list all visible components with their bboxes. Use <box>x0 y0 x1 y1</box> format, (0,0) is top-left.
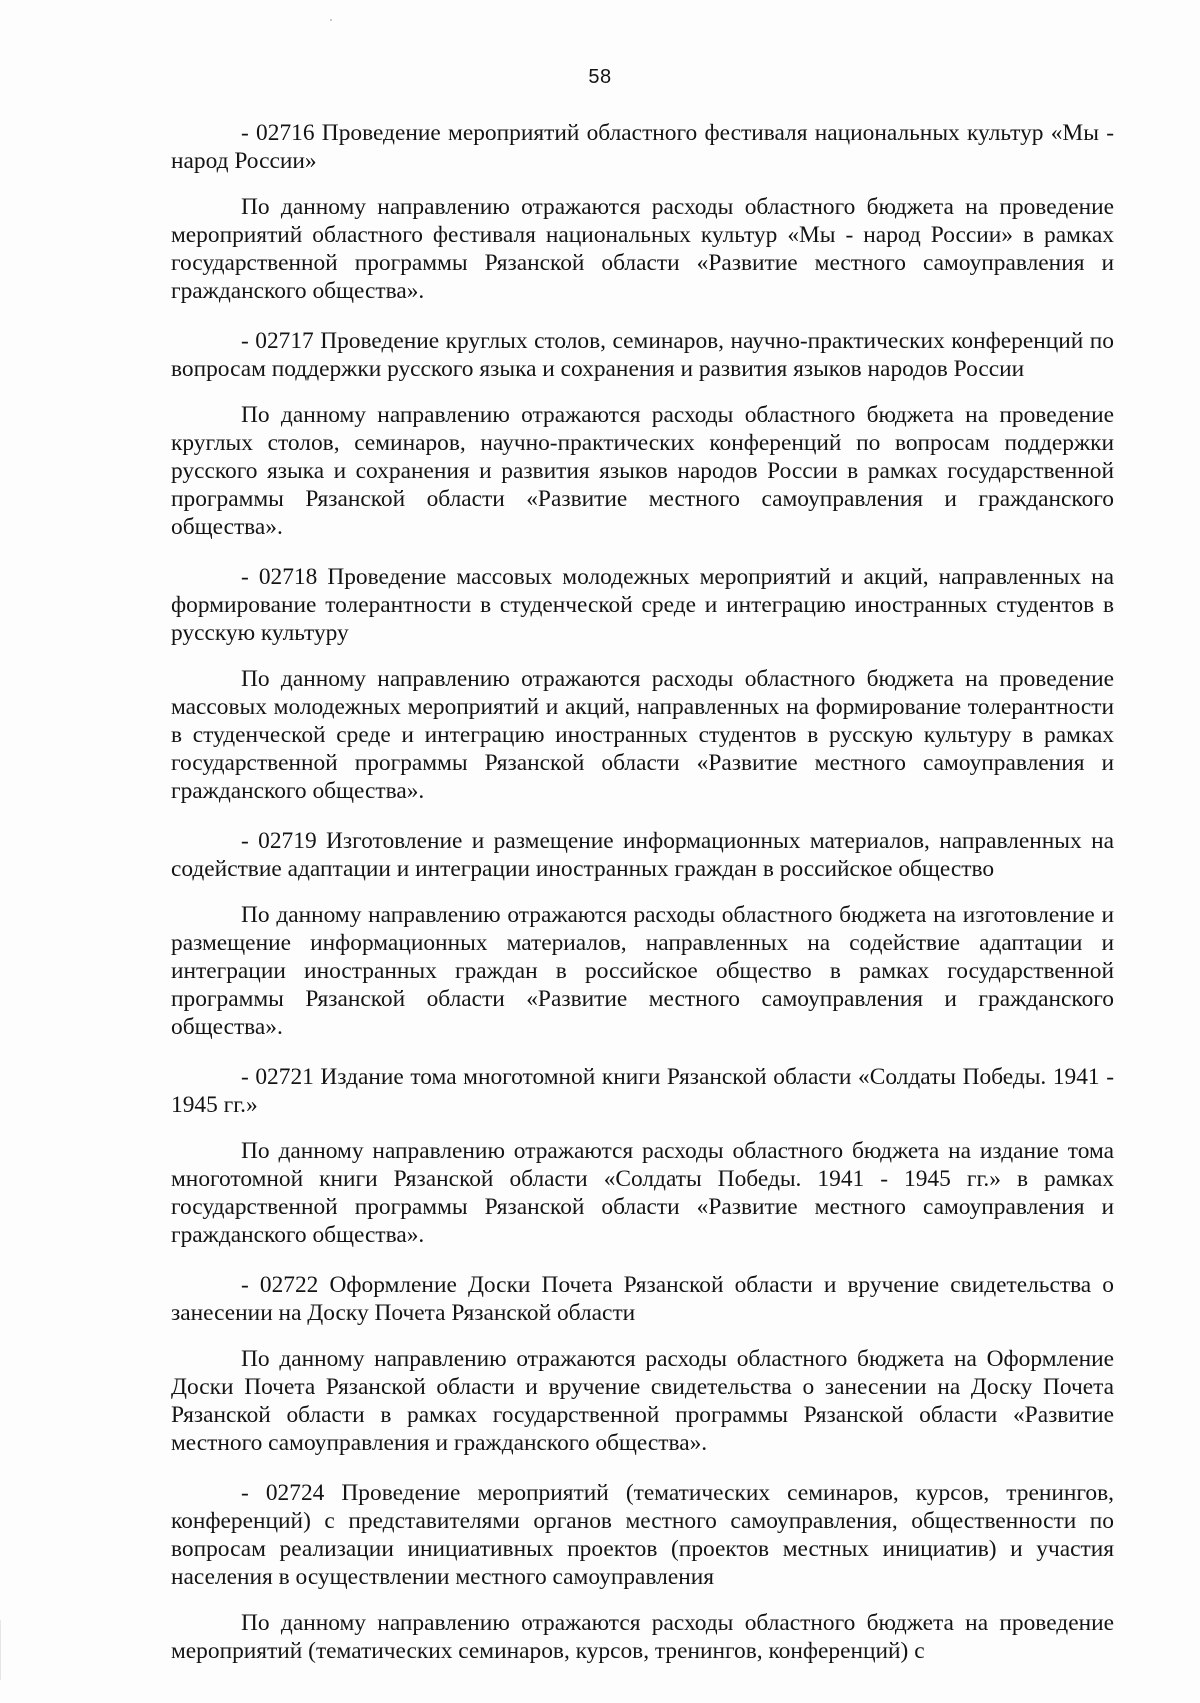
scan-edge <box>0 1620 1 1680</box>
section-heading: - 02719 Изготовление и размещение информационных материалов, направленных на содействие адаптации и интеграции иностранных граждан в российское общество <box>171 828 1114 882</box>
section-description: По данному направлению отражаются расходы областного бюджета на Оформление Доски Почета Рязанской области и вручение свидетельства о занесении на Доску Почета Рязанской области в рамках государственной программы Рязанской области «Развитие местного самоуправления и гражданского общества». <box>171 1346 1114 1456</box>
section-heading: - 02717 Проведение круглых столов, семинаров, научно-практических конференций по вопросам поддержки русского языка и сохранения и развития языков народов России <box>171 328 1114 382</box>
section-02716 <box>171 119 1114 305</box>
page-number: 58 <box>588 66 612 88</box>
section-02724 <box>171 1479 1114 1665</box>
section-description: По данному направлению отражаются расходы областного бюджета на проведение массовых молодежных мероприятий и акций, направленных на формирование толерантности в студенческой среде и интеграцию иностранных студентов в русскую культуру в рамках государственной программы Рязанской области «Развитие местного самоуправления и гражданского общества». <box>171 666 1114 804</box>
section-description: По данному направлению отражаются расходы областного бюджета на издание тома многотомной книги Рязанской области «Солдаты Победы. 1941 - 1945 гг.» в рамках государственной программы Рязанской области «Развитие местного самоуправления и гражданского общества». <box>171 1138 1114 1248</box>
document-body <box>171 119 1114 1687</box>
section-description: По данному направлению отражаются расходы областного бюджета на проведение круглых столов, семинаров, научно-практических конференций по вопросам поддержки русского языка и сохранения и развития языков народов России в рамках государственной программы Рязанской области «Развитие местного самоуправления и гражданского общества». <box>171 402 1114 540</box>
section-heading: - 02721 Издание тома многотомной книги Рязанской области «Солдаты Победы. 1941 - 1945 гг.» <box>171 1064 1114 1118</box>
section-02717 <box>171 327 1114 541</box>
section-02721 <box>171 1063 1114 1249</box>
section-02718 <box>171 563 1114 805</box>
section-heading: - 02718 Проведение массовых молодежных мероприятий и акций, направленных на формирование толерантности в студенческой среде и интеграцию иностранных студентов в русскую культуру <box>171 564 1114 646</box>
section-heading: - 02722 Оформление Доски Почета Рязанской области и вручение свидетельства о занесении на Доску Почета Рязанской области <box>171 1272 1114 1326</box>
section-description: По данному направлению отражаются расходы областного бюджета на проведение мероприятий (тематических семинаров, курсов, тренингов, конференций) с <box>171 1610 1114 1664</box>
section-description: По данному направлению отражаются расходы областного бюджета на проведение мероприятий областного фестиваля национальных культур «Мы - народ России» в рамках государственной программы Рязанской области «Развитие местного самоуправления и гражданского общества». <box>171 194 1114 304</box>
section-heading: - 02724 Проведение мероприятий (тематических семинаров, курсов, тренингов, конференций) с представителями органов местного самоуправления, общественности по вопросам реализации инициативных проектов (проектов местных инициатив) и участия населения в осуществлении местного самоуправления <box>171 1480 1114 1590</box>
section-heading: - 02716 Проведение мероприятий областного фестиваля национальных культур «Мы - народ России» <box>171 120 1114 174</box>
section-02719 <box>171 827 1114 1041</box>
section-02722 <box>171 1271 1114 1457</box>
section-description: По данному направлению отражаются расходы областного бюджета на изготовление и размещение информационных материалов, направленных на содействие адаптации и интеграции иностранных граждан в российское общество в рамках государственной программы Рязанской области «Развитие местного самоуправления и гражданского общества». <box>171 902 1114 1040</box>
scan-speck <box>330 19 332 21</box>
